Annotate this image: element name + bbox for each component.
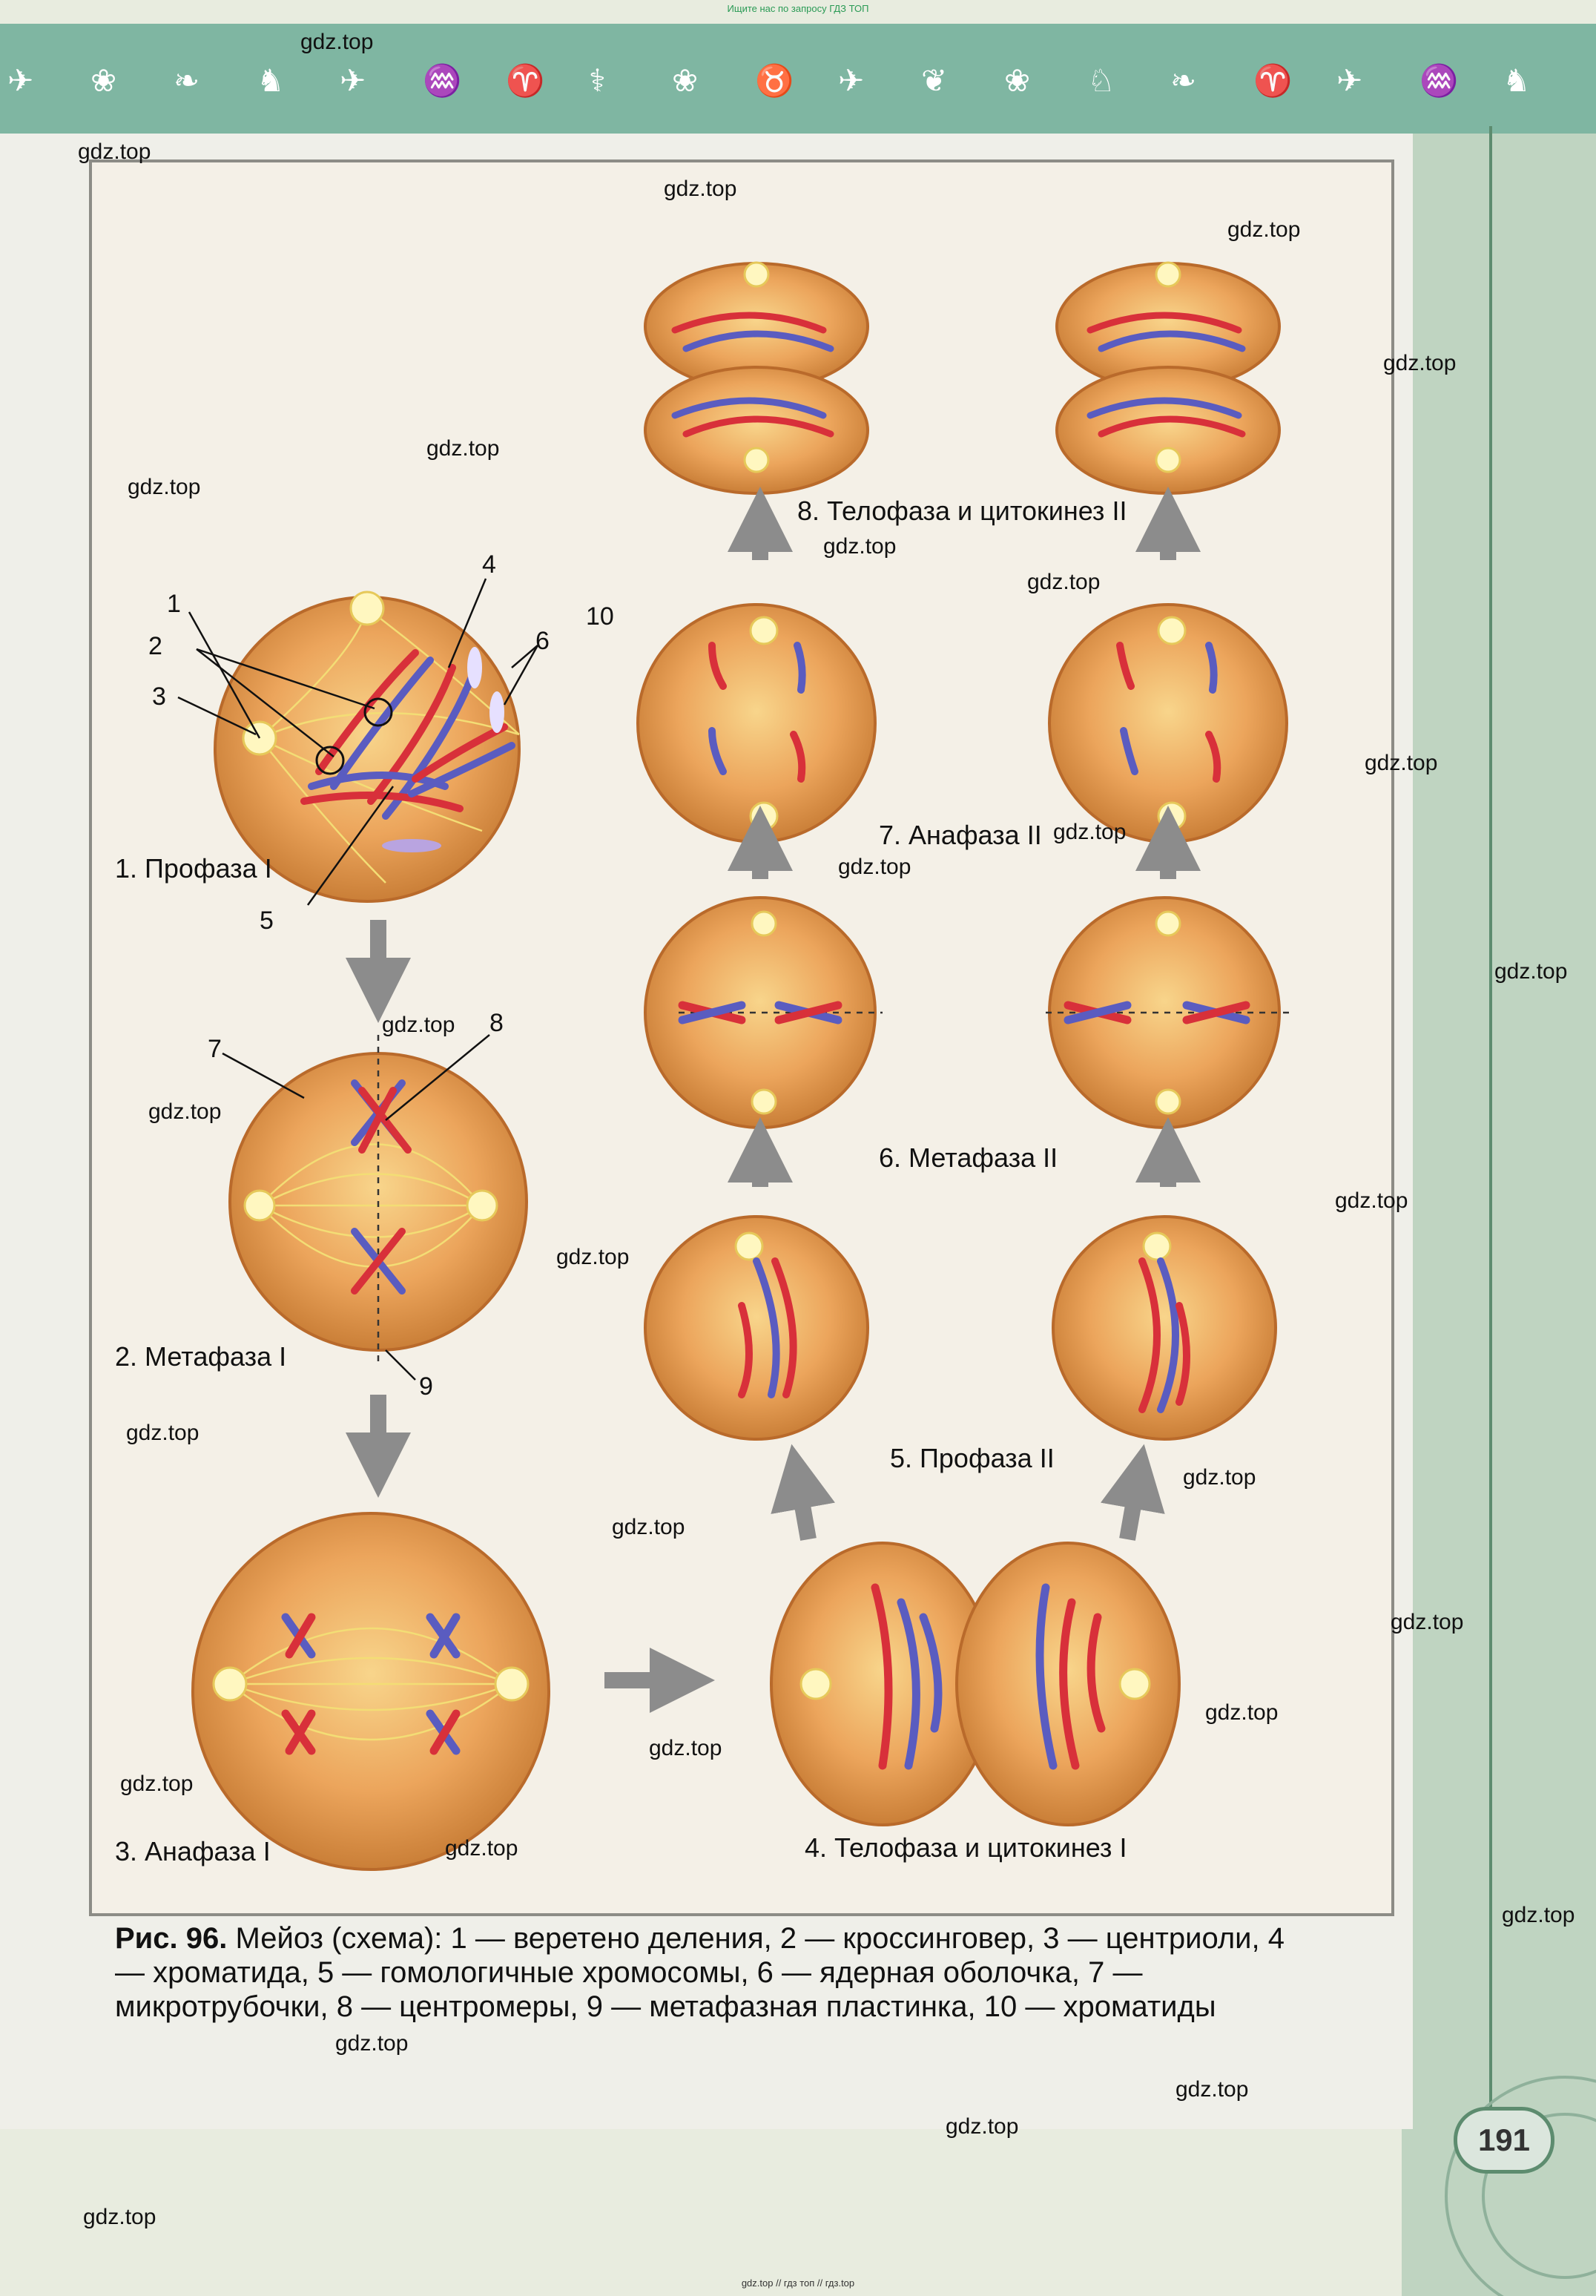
antelope-icon: ♉ [755, 63, 794, 98]
horse-icon: ♞ [1503, 63, 1531, 98]
cell-prophase-2-right [1053, 1217, 1276, 1439]
lizard-icon: ❧ [174, 63, 200, 98]
cell-metaphase-2-right [1046, 898, 1294, 1128]
top-search-note: Ищите нас по запросу ГДЗ ТОП [727, 3, 869, 14]
watermark: gdz.top [126, 1421, 200, 1445]
stage-label-1: 1. Профаза I [115, 853, 272, 884]
footer-note: gdz.top // гдз топ // гдз.top [741, 2277, 855, 2289]
callout-1: 1 [167, 590, 181, 618]
callout-4: 4 [482, 550, 496, 579]
heron-icon: ⚕ [589, 63, 606, 98]
bird-icon: ✈ [340, 63, 366, 98]
watermark: gdz.top [445, 1836, 518, 1861]
watermark: gdz.top [335, 2031, 409, 2056]
watermark: gdz.top [1205, 1700, 1279, 1725]
callout-9: 9 [419, 1372, 433, 1401]
rabbit-icon: ❦ [921, 63, 948, 98]
caption-text: Мейоз (схема): 1 — веретено деления, 2 — кроссинговер, 3 — центриоли, 4 — хроматида, 5 — гомологичные хромосомы, 6 — ядерная оболочка, 7 — микротрубочки, 8 — центромеры, 9 — метафазная пластинка, 10 — хроматиды [115, 1922, 1285, 2023]
cell-telophase-2-right [1057, 263, 1279, 493]
watermark: gdz.top [1502, 1903, 1575, 1927]
watermark: gdz.top [1494, 959, 1568, 984]
watermark: gdz.top [649, 1736, 722, 1760]
stage-label-7: 7. Анафаза II [879, 820, 1042, 850]
stage-label-6: 6. Метафаза II [879, 1142, 1058, 1173]
cell-metaphase-2-left [645, 898, 883, 1128]
stage-label-2: 2. Метафаза I [115, 1341, 287, 1372]
cell-telophase-1 [771, 1543, 1179, 1825]
watermark: gdz.top [612, 1515, 685, 1539]
watermark: gdz.top [838, 855, 911, 879]
callout-6: 6 [535, 627, 550, 655]
butterfly-icon: ❀ [90, 63, 117, 98]
watermark: gdz.top [1027, 570, 1101, 594]
watermark: gdz.top [1227, 217, 1301, 242]
callout-3: 3 [152, 682, 166, 711]
cell-anaphase-2-right [1049, 605, 1287, 842]
watermark: gdz.top [1183, 1465, 1256, 1490]
callout-10: 10 [586, 602, 614, 631]
stage-label-4: 4. Телофаза и цитокинез I [805, 1832, 1127, 1863]
callout-7: 7 [208, 1035, 222, 1063]
caption-lead: Рис. 96. [115, 1922, 228, 1955]
fish-icon: ♒ [1419, 63, 1459, 98]
butterfly-icon: ❀ [1004, 63, 1031, 98]
watermark: gdz.top [120, 1772, 194, 1796]
bird-icon: ✈ [1336, 63, 1363, 98]
lizard-icon: ❧ [1170, 63, 1197, 98]
watermark: gdz.top [556, 1245, 630, 1269]
goat-icon: ♈ [506, 63, 545, 98]
watermark: gdz.top [1365, 751, 1438, 775]
watermark: gdz.top [1053, 820, 1127, 844]
watermark: gdz.top [148, 1099, 222, 1124]
watermark: gdz.top [664, 177, 737, 201]
cell-anaphase-1 [193, 1513, 549, 1869]
watermark: gdz.top [1383, 351, 1457, 375]
bird-icon: ✈ [7, 63, 34, 98]
watermark: gdz.top [382, 1013, 455, 1037]
callout-2: 2 [148, 632, 162, 660]
watermark: gdz.top [83, 2205, 156, 2229]
stage-label-5: 5. Профаза II [890, 1443, 1055, 1473]
watermark: gdz.top [426, 436, 500, 461]
stage-label-3: 3. Анафаза I [115, 1836, 271, 1866]
figure-caption [115, 1921, 1316, 2024]
callout-8: 8 [489, 1009, 504, 1037]
bird-icon: ✈ [838, 63, 865, 98]
callout-5: 5 [260, 907, 274, 935]
watermark: gdz.top [1175, 2077, 1249, 2102]
page-number: 191 [1454, 2107, 1554, 2174]
cell-metaphase-1 [230, 1035, 527, 1365]
watermark: gdz.top [300, 30, 374, 54]
watermark: gdz.top [1335, 1188, 1408, 1213]
butterfly-icon: ❀ [672, 63, 699, 98]
boar-icon: ♘ [1087, 63, 1115, 98]
horse-icon: ♞ [257, 63, 285, 98]
cell-telophase-2-left [645, 263, 868, 493]
watermark: gdz.top [1391, 1610, 1464, 1634]
watermark: gdz.top [128, 475, 201, 499]
watermark: gdz.top [946, 2114, 1019, 2139]
watermark: gdz.top [823, 534, 897, 559]
goat-icon: ♈ [1253, 63, 1293, 98]
cell-anaphase-2-left [638, 605, 875, 842]
cell-prophase-2-left [645, 1217, 868, 1439]
stage-label-8: 8. Телофаза и цитокинез II [797, 496, 1127, 526]
fish-icon: ♒ [423, 63, 462, 98]
watermark: gdz.top [78, 139, 151, 164]
